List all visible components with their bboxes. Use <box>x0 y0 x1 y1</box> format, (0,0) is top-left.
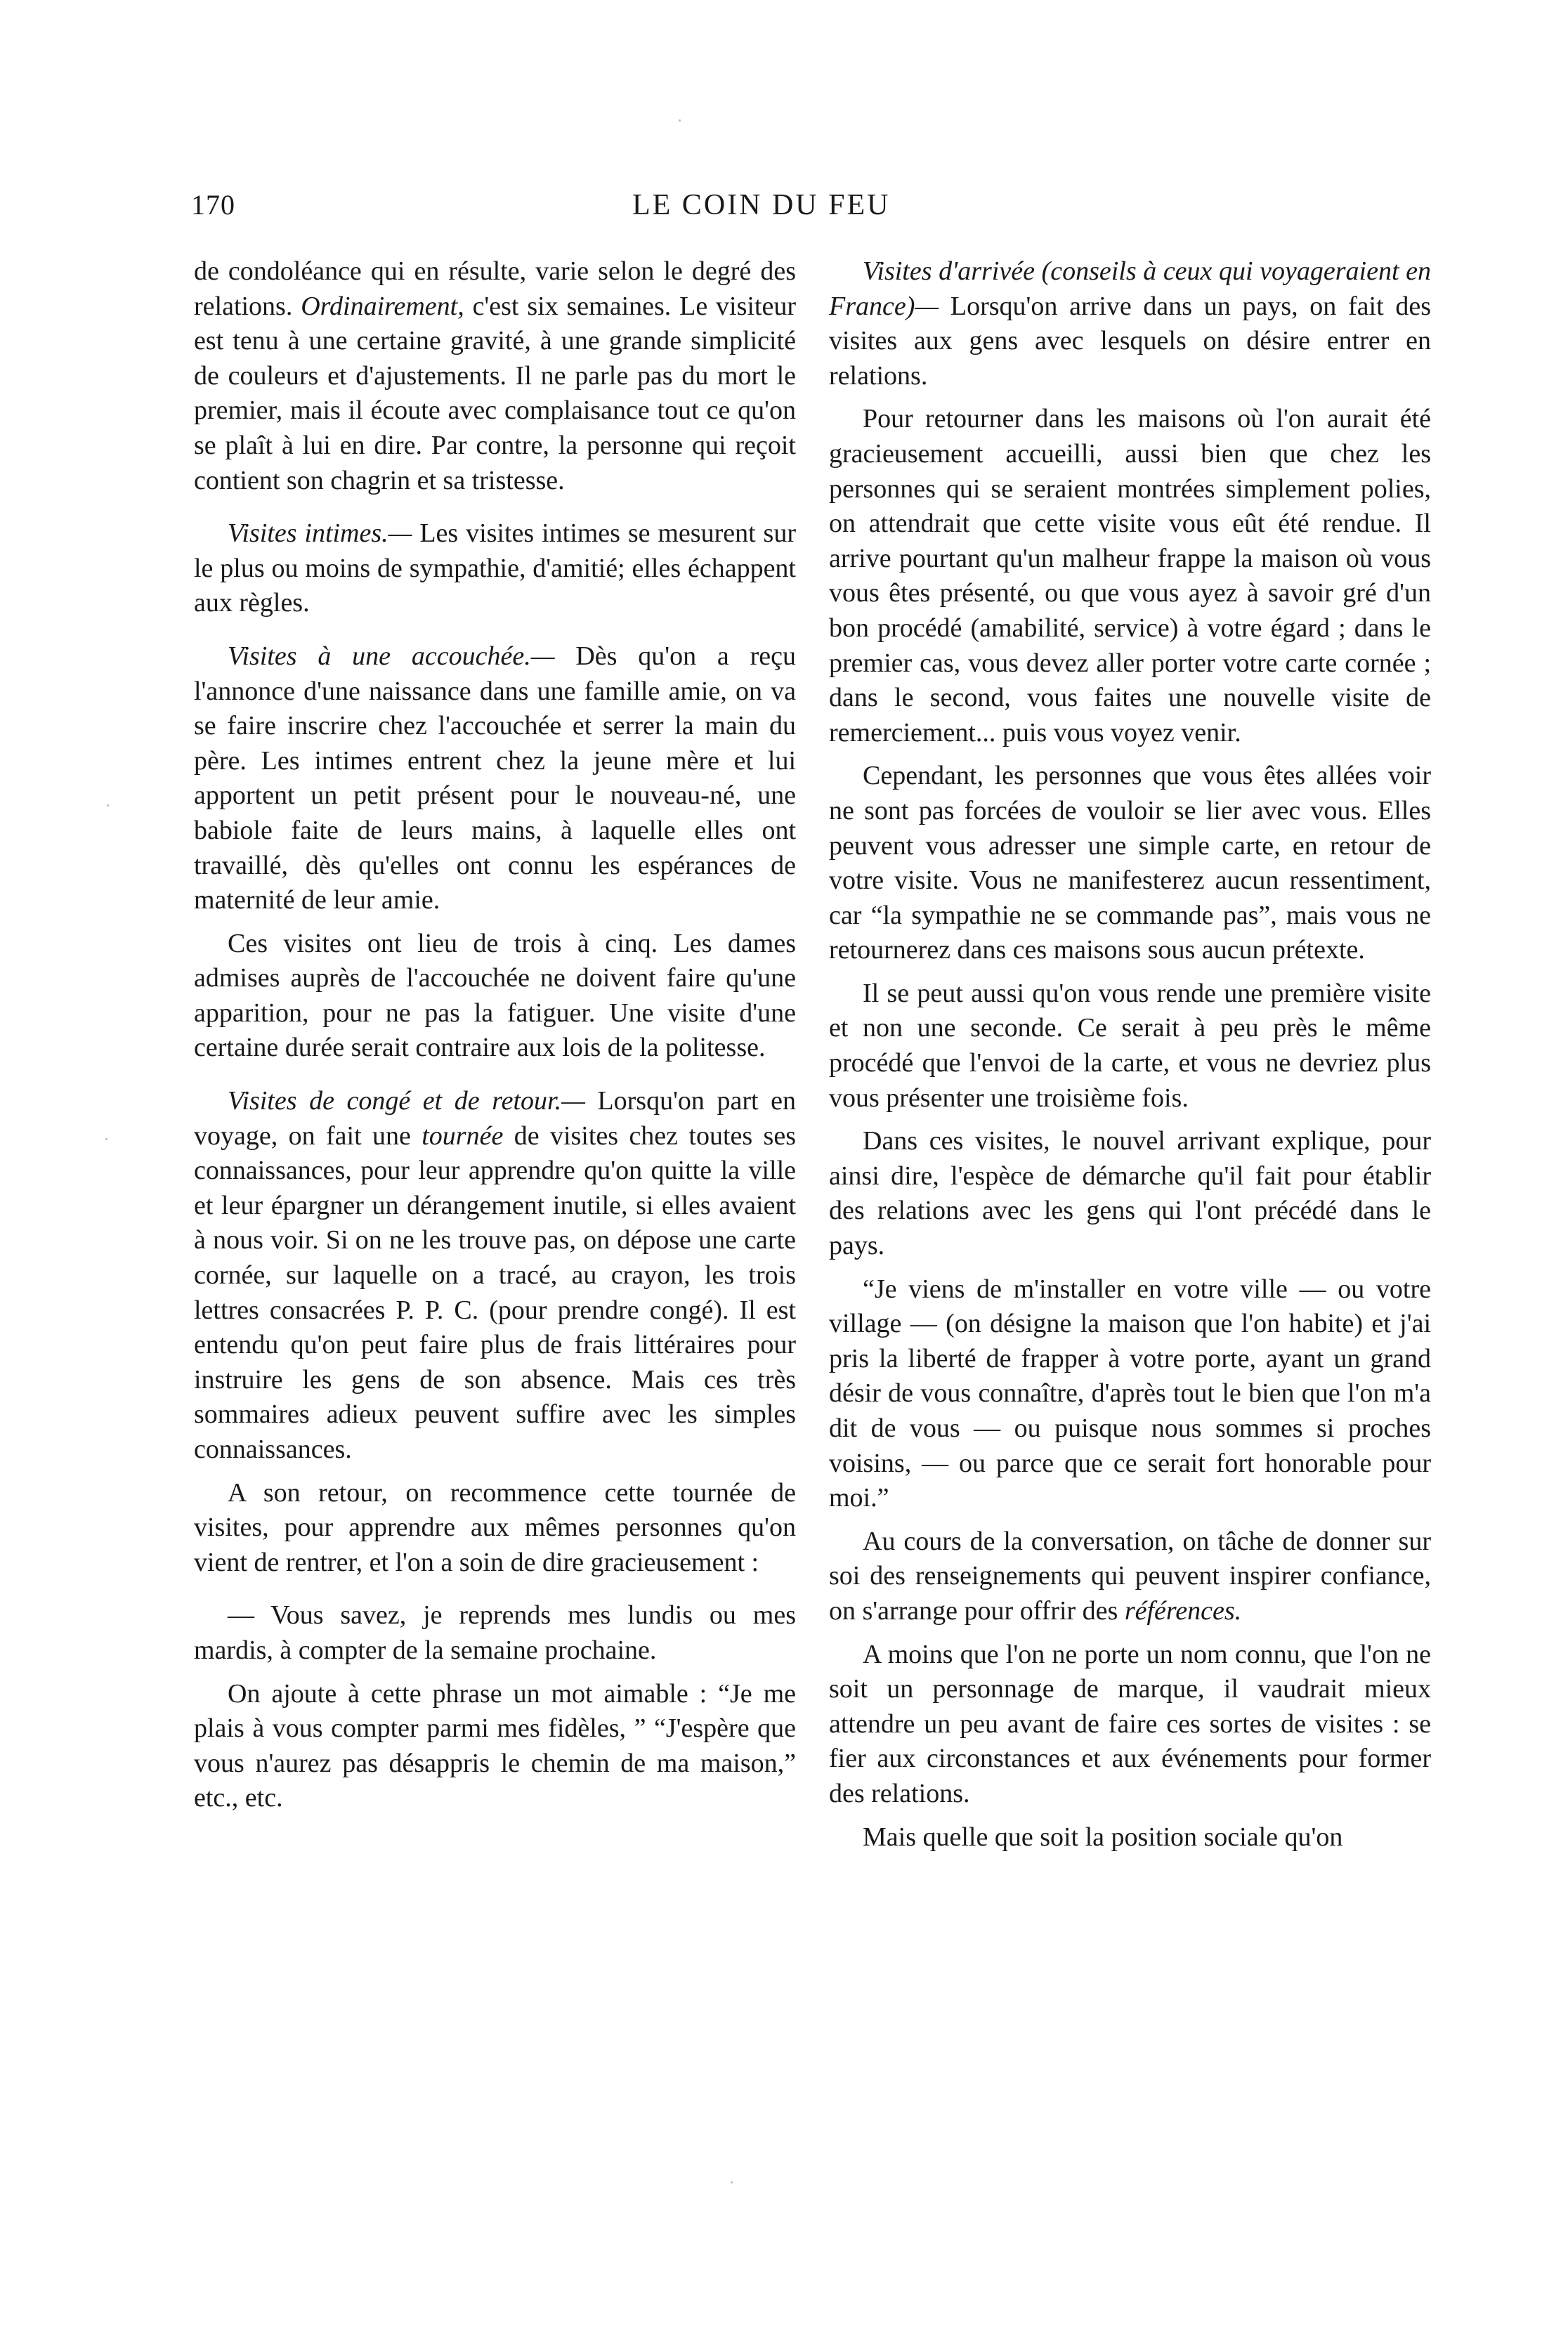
right-column <box>829 254 1431 1855</box>
paragraph: Au cours de la conversation, on tâche de donner sur soi des renseignements qui peuvent inspirer confiance, on s'arrange pour offrir des références. <box>829 1526 1431 1626</box>
page-number: 170 <box>191 189 235 221</box>
paper-speck <box>105 1138 107 1140</box>
paragraph: — Vous savez, je reprends mes lundis ou mes mardis, à compter de la semaine prochaine. <box>194 1600 796 1665</box>
paragraph: A moins que l'on ne porte un nom connu, que l'on ne soit un personnage de marque, il vaudrait mieux attendre un peu avant de faire ces sortes de visites : se fier aux circonstances et aux événements pour former des relations. <box>829 1639 1431 1808</box>
paragraph: Cependant, les personnes que vous êtes allées voir ne sont pas forcées de vouloir se lier avec vous. Elles peuvent vous adresser une simple carte, en retour de votre visite. Vous ne manifesterez aucun ressentiment, car “la sympathie ne se commande pas”, mais vous ne retournerez dans ces maisons sous aucun prétexte. <box>829 761 1431 965</box>
paper-speck <box>107 804 109 807</box>
paragraph: Visites à une accouchée.— Dès qu'on a reçu l'annonce d'une naissance dans une famille amie, on va se faire inscrire chez l'accouchée et serrer la main du père. Les intimes entrent chez la jeune mère et lui apportent un petit présent pour le nouveau-né, une babiole faite de leurs mains, à laquelle elles ont travaillé, dès qu'elles ont connu les espérances de maternité de leur amie. <box>194 641 796 915</box>
section-heading: Visites à une accouchée.— <box>228 641 555 671</box>
paragraph: Il se peut aussi qu'on vous rende une première visite et non une seconde. Ce serait à peu près le même procédé que l'envoi de la carte, et vous ne devriez plus vous présenter une troisième fois. <box>829 978 1431 1113</box>
paper-speck <box>679 119 681 122</box>
paragraph: A son retour, on recommence cette tournée de visites, pour apprendre aux mêmes personnes qu'on vient de rentrer, et l'on a soin de dire gracieusement : <box>194 1477 796 1577</box>
paragraph: “Je viens de m'installer en votre ville — ou votre village — (on désigne la maison que l'on habite) et j'ai pris la liberté de frapper à votre porte, ayant un grand désir de vous connaître, d'après tout le bien que l'on m'a dit de vous — ou puisque nous sommes si proches voisins, — ou parce que ce serait fort honorable pour moi.” <box>829 1274 1431 1513</box>
paper-speck <box>731 2181 733 2183</box>
paragraph: Visites de congé et de retour.— Lorsqu'on part en voyage, on fait une tournée de visites chez toutes ses connaissances, pour leur apprendre qu'on quitte la ville et leur épargner un dérangement inutile, si elles avaient à nous voir. Si on ne les trouve pas, on dépose une carte cornée, sur laquelle on a tracé, au crayon, les trois lettres consacrées P. P. C. (pour prendre congé). Il est entendu qu'on peut faire plus de frais littéraires pour instruire les gens de son absence. Mais ces très sommaires adieux peuvent suffire avec les simples connaissances. <box>194 1086 797 1464</box>
section-heading: Visites intimes.— <box>228 518 412 549</box>
running-title: LE COIN DU FEU <box>632 189 891 221</box>
paragraph: Ces visites ont lieu de trois à cinq. Les dames admises auprès de l'accouchée ne doivent faire qu'une apparition, pour ne pas la fatiguer. Une visite d'une certaine durée serait contraire aux lois de la politesse. <box>194 928 796 1063</box>
section-heading: Visites de congé et de retour.— <box>228 1086 585 1116</box>
left-column <box>194 254 796 1816</box>
paragraph: Mais quelle que soit la position sociale qu'on <box>863 1822 1343 1852</box>
section-heading: Visites d'arrivée (conseils à ceux qui voyageraient en France)— <box>829 256 1431 321</box>
paragraph: On ajoute à cette phrase un mot aimable : “Je me plais à vous compter parmi mes fidèles, ” “J'espère que vous n'aurez pas désappris le chemin de ma maison,” etc., etc. <box>194 1678 796 1813</box>
paragraph: Dans ces visites, le nouvel arrivant explique, pour ainsi dire, l'espèce de démarche qu'il fait pour établir des relations avec les gens qui l'ont précédé dans le pays. <box>829 1126 1431 1261</box>
paragraph: Visites intimes.— Les visites intimes se mesurent sur le plus ou moins de sympathie, d'amitié; elles échappent aux règles. <box>194 518 796 618</box>
paragraph: Pour retourner dans les maisons où l'on aurait été gracieusement accueilli, aussi bien que chez les personnes qui se seraient montrées simplement polies, on attendrait que cette visite vous eût été rendue. Il arrive pourtant qu'un malheur frappe la maison où vous vous êtes présenté, ou que vous ayez à savoir gré d'un bon procédé (amabilité, service) à votre égard ; dans le premier cas, vous devez aller porter votre carte cornée ; dans le second, vous faites une nouvelle visite de remerciement... puis vous voyez venir. <box>829 404 1431 747</box>
paragraph: Visites d'arrivée (conseils à ceux qui voyageraient en France)— Lorsqu'on arrive dans un pays, on fait des visites aux gens avec lesquels on désire entrer en relations. <box>829 256 1431 391</box>
paragraph: de condoléance qui en résulte, varie selon le degré des relations. Ordinairement, c'est six semaines. Le visiteur est tenu à une certaine gravité, à une grande simplicité de couleurs et d'ajustements. Il ne parle pas du mort le premier, mais il écoute avec complaisance tout ce qu'on se plaît à lui en dire. Par contre, la personne qui reçoit contient son chagrin et sa tristesse. <box>194 256 796 495</box>
